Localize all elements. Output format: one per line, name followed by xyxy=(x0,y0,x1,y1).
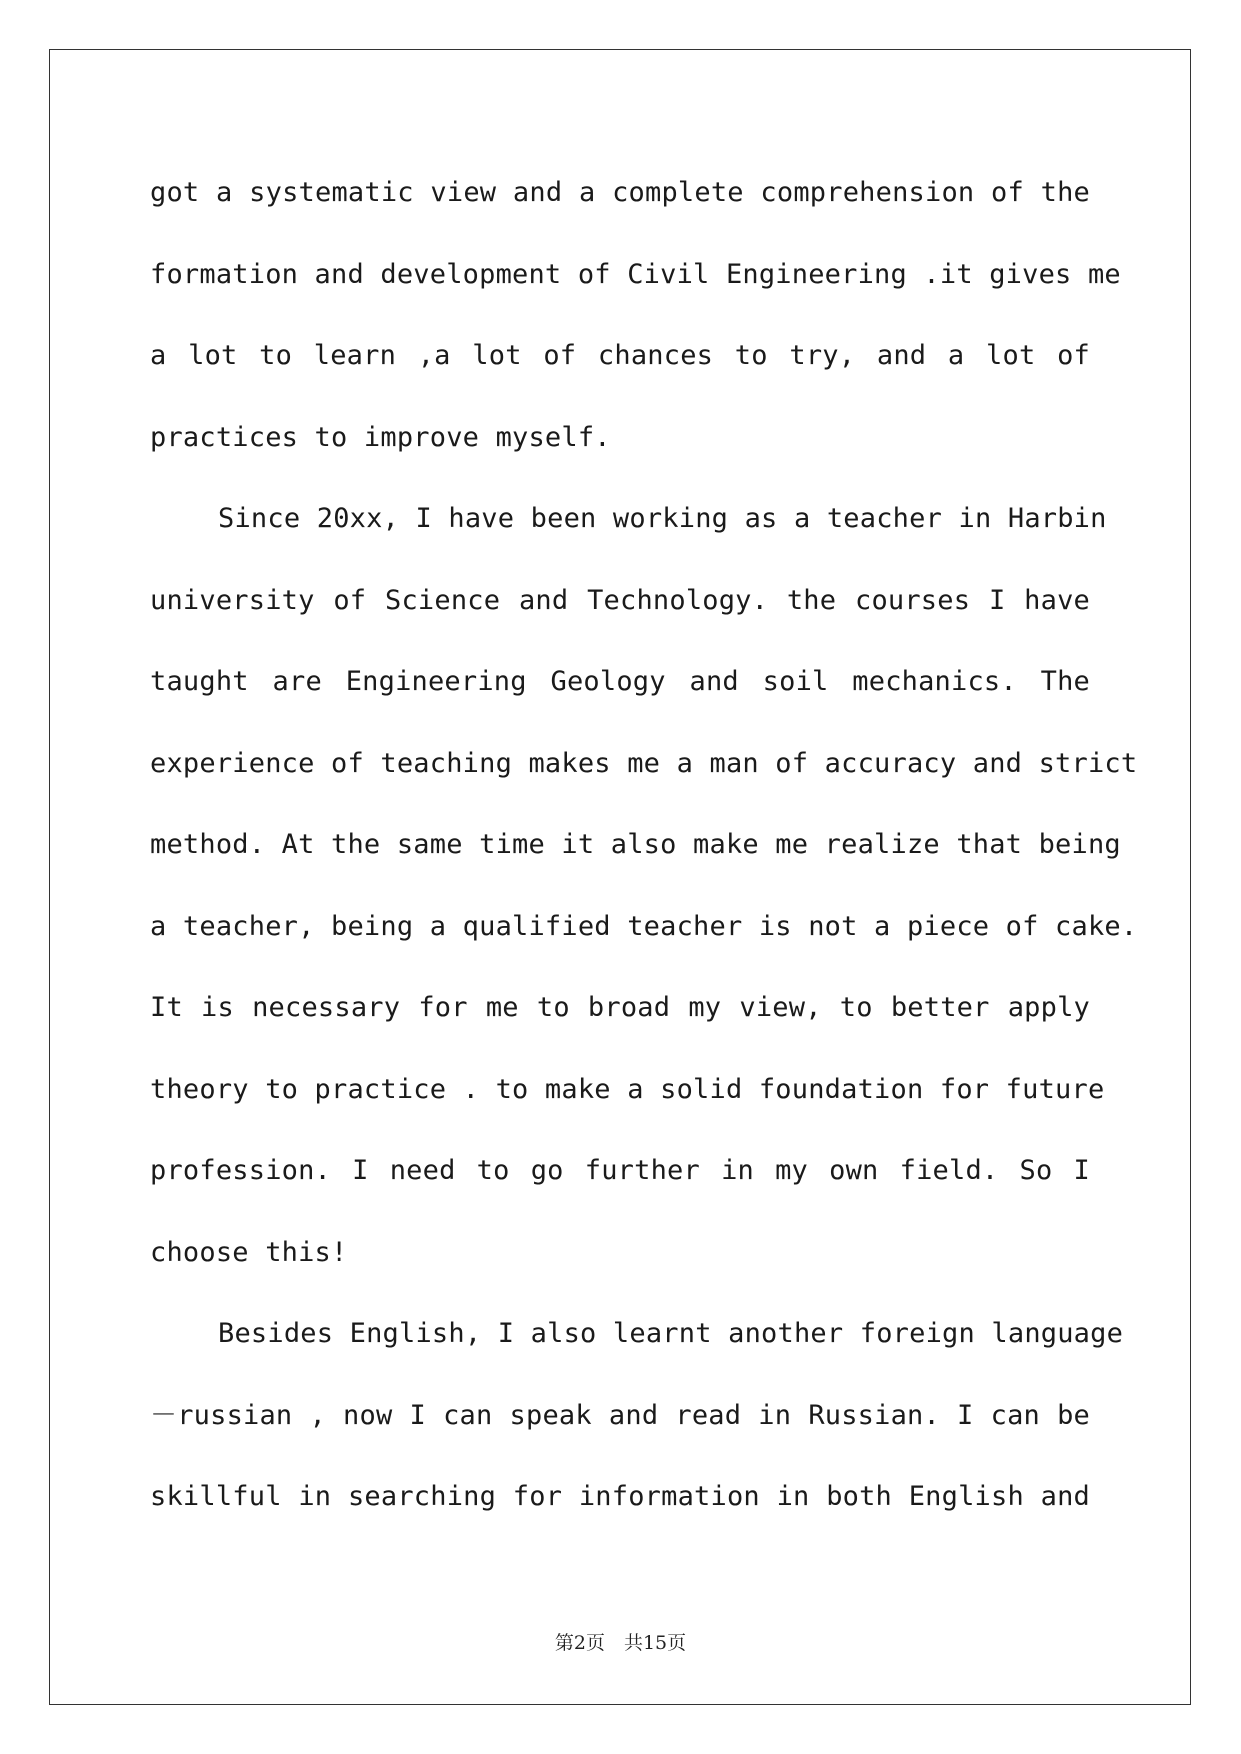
text-line: university of Science and Technology. the courses I have xyxy=(150,584,1090,616)
text-line: experience of teaching makes me a man of accuracy and strict xyxy=(150,747,1138,779)
text-line: taught are Engineering Geology and soil mechanics. The xyxy=(150,666,1090,697)
document-body xyxy=(150,152,1138,1538)
page-number-footer: 第2页 共15页 xyxy=(554,1632,687,1654)
text-line: formation and development of Civil Engineering .it gives me xyxy=(150,258,1121,290)
text-line: method. At the same time it also make me realize that being xyxy=(150,829,1121,860)
text-line: －russian , now I can speak and read in Russian. I can be xyxy=(150,1399,1090,1431)
text-line: skillful in searching for information in both English and xyxy=(150,1481,1090,1512)
text-line: theory to practice . to make a solid foundation for future xyxy=(150,1073,1105,1105)
text-line: choose this! xyxy=(150,1236,348,1268)
text-line: a lot to learn ,a lot of chances to try, and a lot of xyxy=(150,340,1090,371)
paragraph-first-line: Besides English, I also learnt another foreign language xyxy=(218,1318,1124,1349)
text-line: It is necessary for me to broad my view, to better apply xyxy=(150,992,1090,1023)
text-line: got a systematic view and a complete comprehension of the xyxy=(150,177,1090,208)
text-line: a teacher, being a qualified teacher is not a piece of cake. xyxy=(150,910,1138,942)
text-line: practices to improve myself. xyxy=(150,421,611,453)
paragraph-first-line: Since 20xx, I have been working as a teacher in Harbin xyxy=(218,503,1107,534)
text-line: profession. I need to go further in my own field. So I xyxy=(150,1155,1090,1186)
